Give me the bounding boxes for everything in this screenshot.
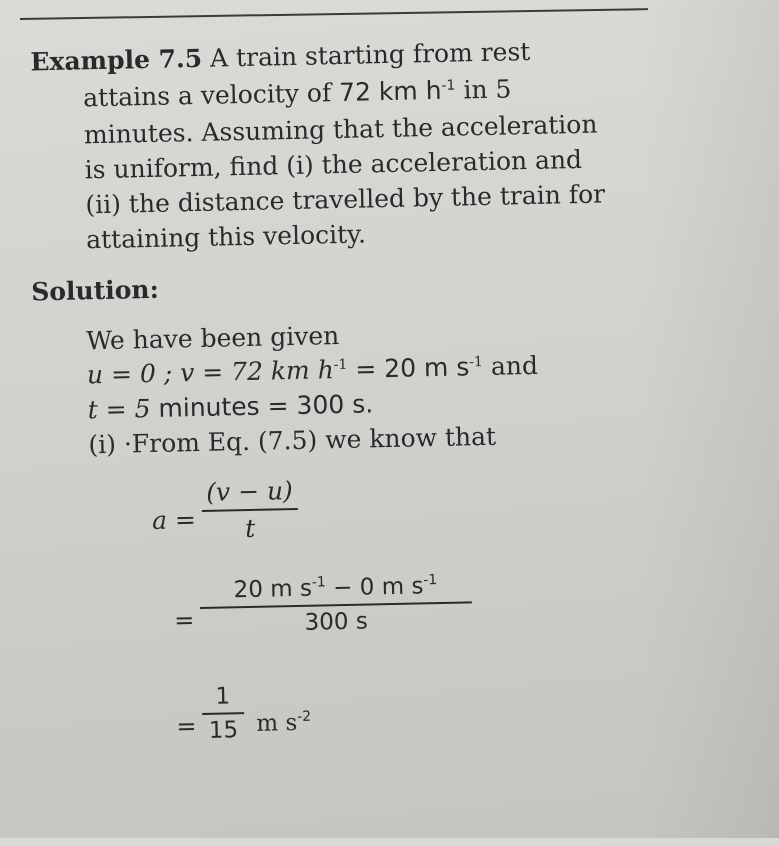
example-velocity-exponent: -1: [441, 77, 456, 94]
example-line-6: [86, 219, 366, 255]
eq2-num-term-2-exponent: -1: [423, 572, 438, 589]
given-v-converted: = 20 m s: [355, 352, 470, 384]
given-values-line: [87, 351, 539, 390]
eq1-lhs: a =: [151, 505, 197, 535]
example-text-5: (ii) the distance travelled by the train for: [85, 179, 606, 220]
eq1-denominator: t: [244, 513, 256, 544]
eq3-unit: [256, 708, 312, 739]
example-text-6: attaining this velocity.: [85, 219, 367, 255]
eq2-num-term-1: 20 m s: [233, 575, 313, 604]
eq3-equals: =: [176, 712, 197, 741]
example-text-2: attains a velocity of: [82, 78, 332, 113]
example-line-2: [83, 74, 512, 113]
example-label: Example 7.5: [30, 43, 203, 77]
given-v: v = 72 km h: [179, 355, 335, 388]
example-text-3: minutes. Assuming that the acceleration: [83, 109, 598, 150]
eq3-unit-exponent: -2: [296, 708, 312, 725]
example-line-4: [84, 145, 582, 185]
part-i-line: (i) ·From Eq. (7.5) we know that: [88, 421, 497, 460]
eq2-num-term-1-exponent: -1: [311, 574, 326, 591]
example-in-time: in 5: [463, 74, 512, 105]
eq3-denominator: 15: [208, 717, 239, 744]
eq1-numerator: (v − u): [205, 476, 294, 507]
given-v-exponent: -1: [333, 356, 348, 374]
given-t-rest: minutes = 300 s.: [158, 389, 374, 423]
example-text-4: is uniform, find (i) the acceleration and: [84, 144, 583, 185]
given-t: t = 5: [87, 394, 151, 425]
eq1-fraction-bar: [202, 508, 298, 512]
eq3-numerator: 1: [215, 683, 231, 710]
example-line-1: [30, 37, 530, 77]
eq2-fraction: [199, 572, 472, 638]
given-and: and: [490, 350, 539, 381]
given-time-line: [87, 389, 373, 425]
example-line-5: [85, 179, 605, 220]
eq1-fraction: [201, 476, 298, 544]
example-text-1: A train starting from rest: [209, 36, 531, 73]
eq2-denominator: 300 s: [304, 608, 369, 636]
eq3-fraction: [202, 683, 245, 744]
example-velocity: 72 km h: [338, 75, 442, 107]
eq2-num-term-2: − 0 m s: [325, 573, 424, 602]
solution-heading: Solution:: [30, 274, 160, 307]
eq2-equals: =: [173, 606, 195, 635]
example-line-3: [84, 110, 598, 151]
given-u: u = 0 ;: [86, 358, 173, 390]
given-intro: We have been given: [85, 321, 340, 356]
eq3-unit-text: m s: [256, 710, 298, 737]
eq3-fraction-bar: [202, 712, 244, 715]
eq2-numerator: [199, 572, 471, 604]
given-v-converted-exponent: -1: [469, 354, 484, 371]
